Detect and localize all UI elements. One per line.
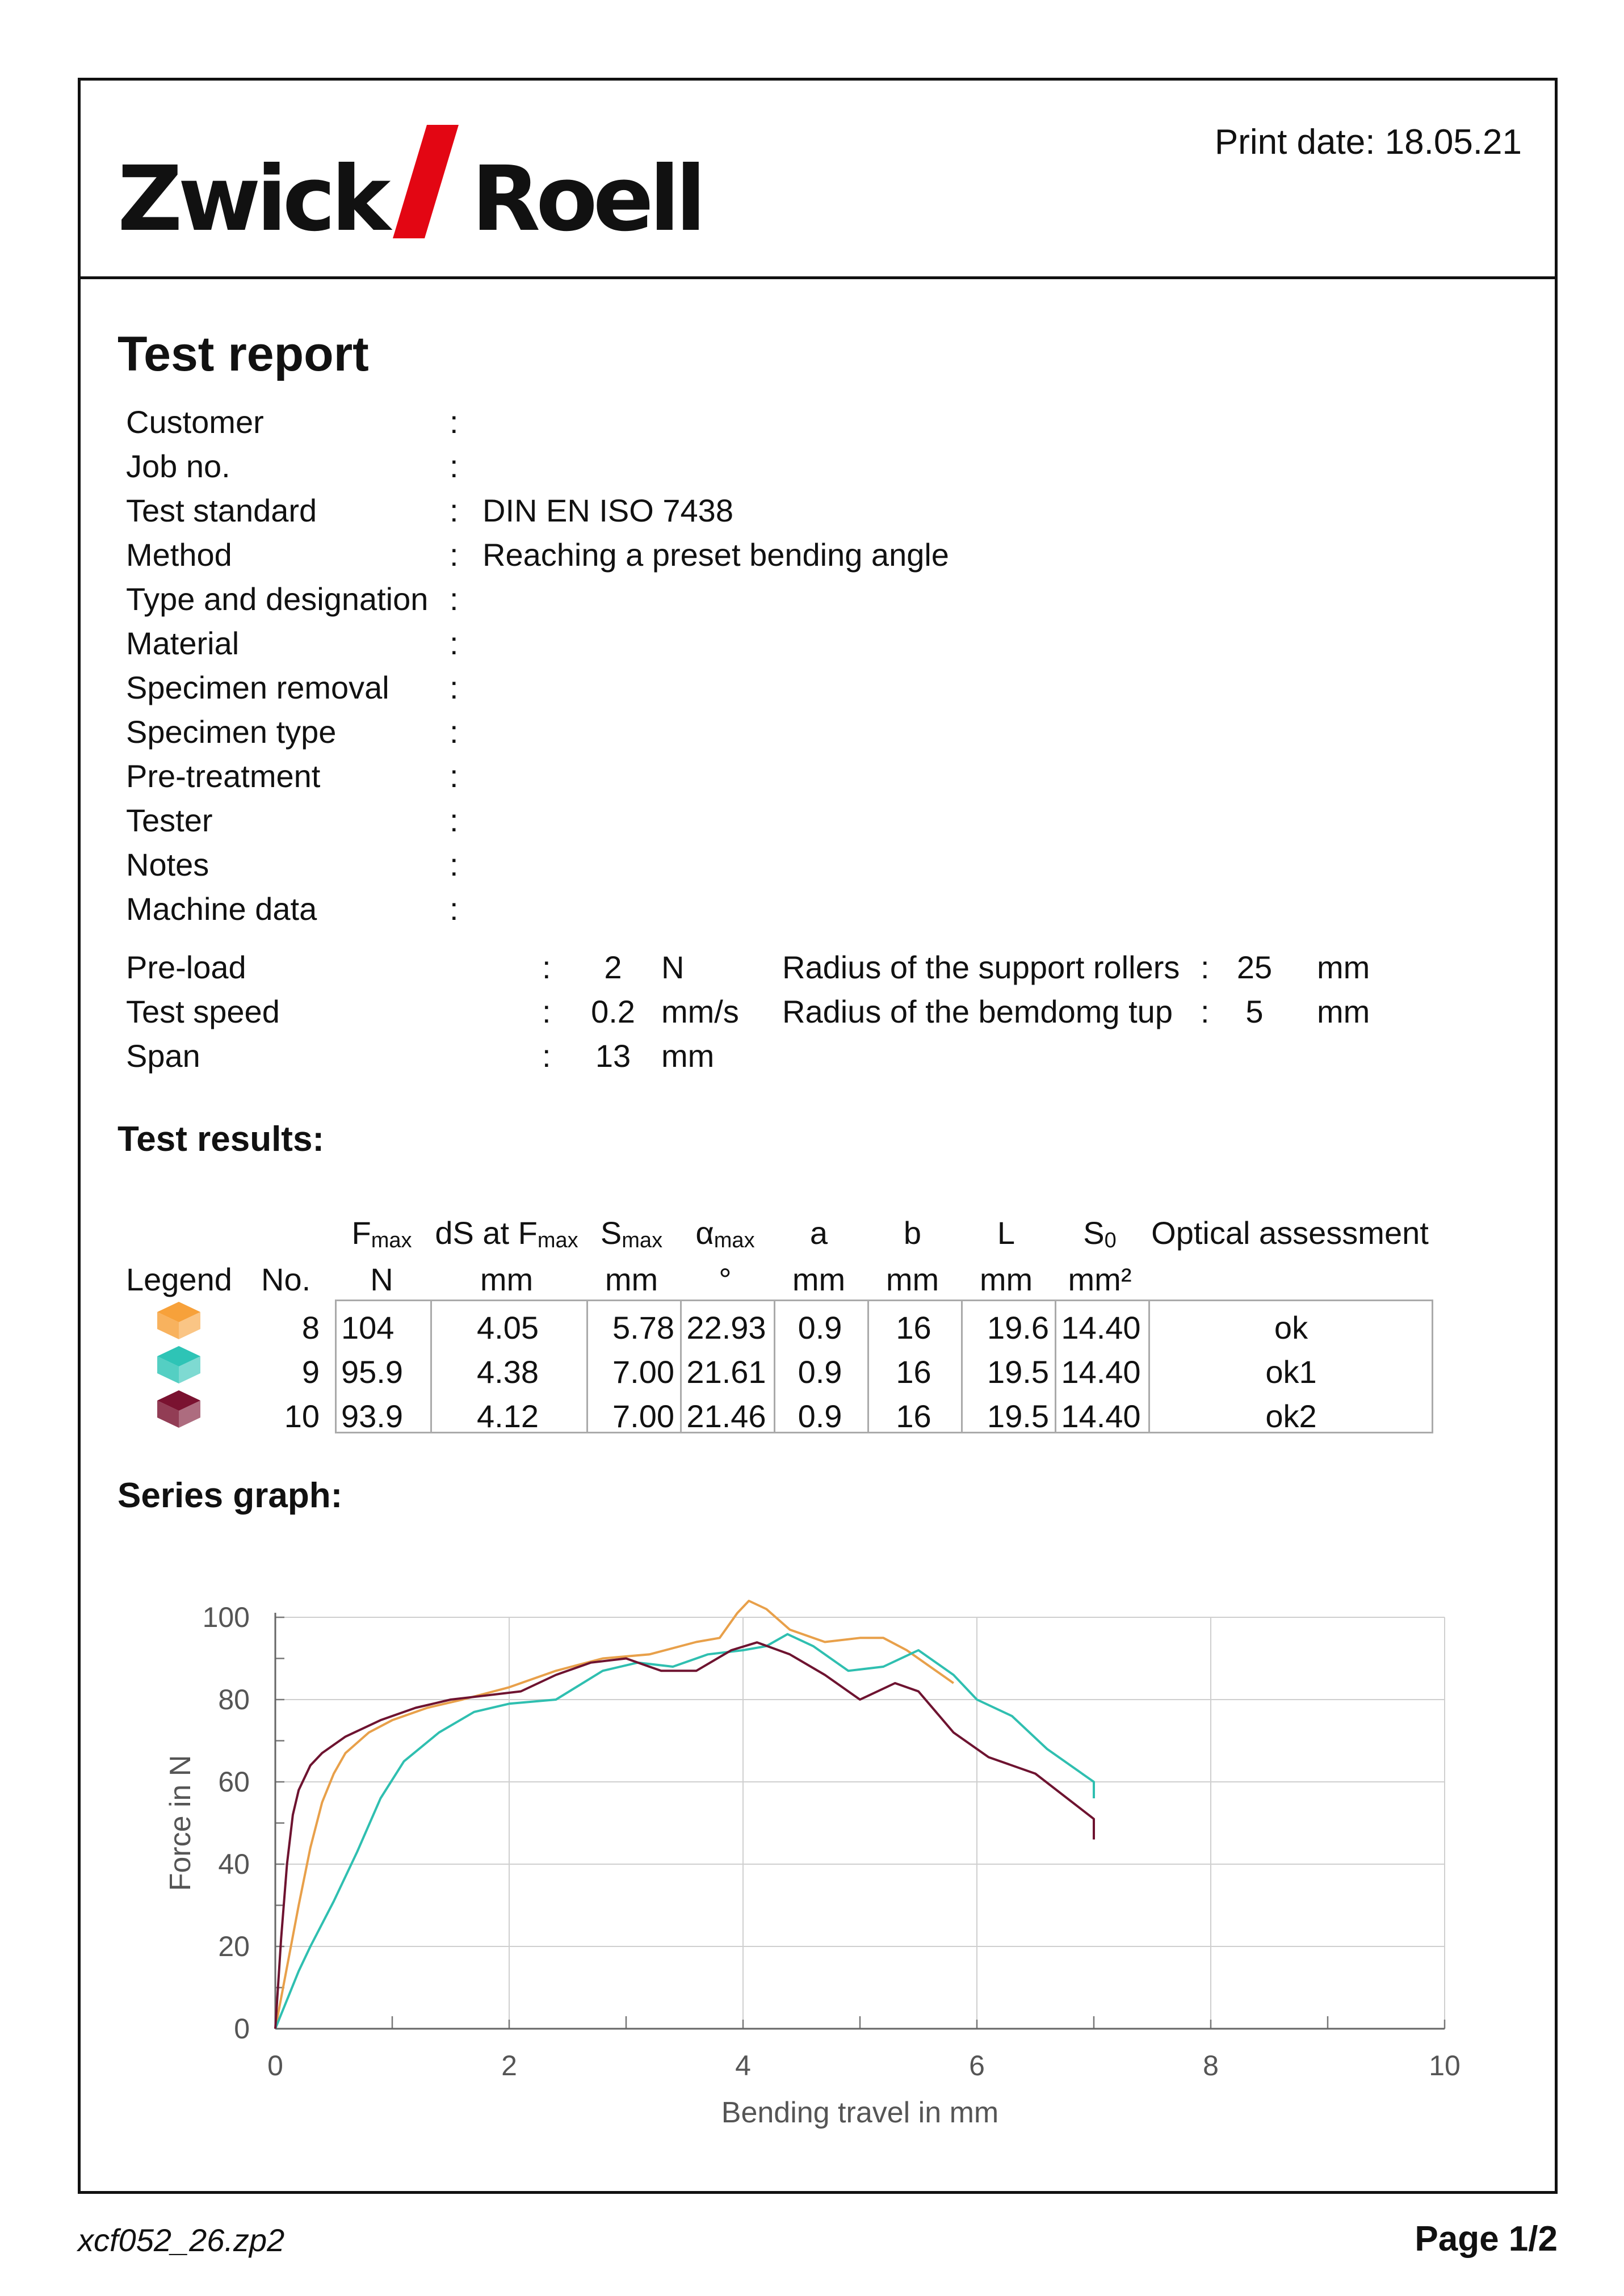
field-label: Job no. [126,448,230,484]
column-name-sub: max [622,1229,663,1252]
field-colon: : [450,847,459,882]
field-colon: : [450,537,459,573]
series-line-2 [275,1642,1094,2029]
logo-right-text: Roell [471,147,702,251]
cell-b: 16 [896,1354,931,1390]
column-name-text: dS at F [435,1215,538,1251]
results-table [284,1300,1433,1434]
field-label: Customer [126,404,264,440]
series-line-1 [275,1634,1094,2029]
field-colon: : [450,581,459,617]
column-name [1053,1214,1147,1253]
cell-fmax: 95.9 [341,1354,403,1390]
graph-heading: Series graph: [118,1476,343,1515]
field-label: Specimen type [126,714,337,750]
field-label: Method [126,537,232,573]
y-axis-label: Force in N [164,1755,197,1891]
results-heading: Test results: [118,1120,325,1159]
column-name-text: α [695,1215,714,1251]
cell-b: 16 [896,1310,931,1345]
param-unit: mm/s [661,994,739,1029]
column-unit: N [370,1261,393,1297]
no-header: No. [261,1261,311,1297]
param-value: 25 [1236,949,1273,985]
cell-l: 19.6 [987,1310,1049,1345]
cell-opt: ok1 [1265,1354,1317,1390]
cell-smax: 5.78 [612,1310,674,1345]
field-colon: : [450,404,459,440]
field-colon: : [450,758,459,794]
series-line-0 [275,1601,954,2029]
x-tick-label: 8 [1203,2050,1219,2081]
column-name [959,1214,1053,1253]
cell-amax: 21.46 [686,1398,766,1434]
legend-header: Legend [126,1261,232,1297]
param-key: Pre-load [126,949,246,985]
column-name-sub: max [714,1229,755,1252]
cell-l: 19.5 [987,1398,1049,1434]
y-tick-label: 80 [218,1684,250,1715]
field-label: Type and designation [126,581,429,617]
param-colon: : [542,949,551,985]
column-unit: mm [792,1261,846,1297]
field-colon: : [450,448,459,484]
field-label: Test standard [126,493,317,528]
logo-slash-icon [392,125,465,244]
cell-opt: ok2 [1265,1398,1317,1434]
column-name-text: S [600,1215,622,1251]
table-column-divider [430,1301,432,1432]
y-tick-label: 20 [218,1931,250,1962]
logo-left-text: Zwick [118,147,387,251]
cell-smax: 7.00 [612,1354,674,1390]
cell-smax: 7.00 [612,1398,674,1434]
column-name-text: L [997,1215,1015,1251]
cell-a: 0.9 [798,1398,842,1434]
y-tick-label: 0 [234,2013,250,2045]
y-tick-label: 60 [218,1766,250,1798]
brand-logo [118,119,702,251]
param-key: Radius of the support rollers [782,949,1180,985]
row-number: 10 [284,1398,320,1434]
cell-b: 16 [896,1398,931,1434]
column-name-sub: 0 [1104,1229,1117,1252]
column-name [772,1214,866,1253]
row-number: 9 [301,1354,320,1390]
table-column-divider [680,1301,682,1432]
page-title: Test report [118,327,369,381]
column-name-text: F [351,1215,371,1251]
legend-cube-icon [156,1301,202,1340]
footer-filename: xcf052_26.zp2 [78,2222,285,2258]
cell-ds: 4.38 [477,1354,539,1390]
column-name [678,1214,772,1253]
field-colon: : [450,891,459,927]
series-graph [142,1572,1504,2162]
param-key: Test speed [126,994,280,1029]
cell-ds: 4.12 [477,1398,539,1434]
column-name-text: a [809,1215,828,1251]
cell-ds: 4.05 [477,1310,539,1345]
column-name-sub: max [371,1229,412,1252]
param-colon: : [1201,949,1210,985]
column-name-sub: max [537,1229,578,1252]
field-label: Specimen removal [126,670,389,705]
header-divider [78,276,1558,279]
column-unit: mm [480,1261,534,1297]
param-value: 5 [1245,994,1264,1029]
field-label: Material [126,625,240,661]
table-column-divider [961,1301,963,1432]
cell-amax: 21.61 [686,1354,766,1390]
field-colon: : [450,802,459,838]
field-value: DIN EN ISO 7438 [482,493,733,528]
column-name-text: Optical assessment [1151,1215,1429,1251]
column-unit: ° [719,1261,732,1297]
column-unit: mm [605,1261,658,1297]
cell-fmax: 104 [341,1310,395,1345]
field-label: Tester [126,802,213,838]
param-colon: : [1201,994,1210,1029]
column-name [429,1214,585,1253]
column-name-text: S [1083,1215,1105,1251]
table-column-divider [586,1301,588,1432]
param-unit: N [661,949,685,985]
param-value: 2 [604,949,622,985]
param-colon: : [542,1038,551,1074]
x-tick-label: 10 [1429,2050,1461,2081]
row-number: 8 [301,1310,320,1345]
column-name [866,1214,959,1253]
column-unit: mm [979,1261,1033,1297]
footer-page-number: Page 1/2 [1415,2219,1558,2259]
param-key: Span [126,1038,200,1074]
column-unit: mm [886,1261,939,1297]
table-column-divider [1148,1301,1150,1432]
cell-s0: 14.40 [1061,1354,1141,1390]
cell-l: 19.5 [987,1354,1049,1390]
x-tick-label: 6 [969,2050,985,2081]
param-colon: : [542,994,551,1029]
print-date: Print date: 18.05.21 [1214,123,1522,162]
table-column-divider [1055,1301,1056,1432]
param-key: Radius of the bemdomg tup [782,994,1173,1029]
field-label: Notes [126,847,209,882]
param-value: 0.2 [591,994,635,1029]
param-unit: mm [661,1038,715,1074]
table-column-divider [867,1301,869,1432]
field-value: Reaching a preset bending angle [482,537,949,573]
table-column-divider [774,1301,775,1432]
x-tick-label: 4 [735,2050,751,2081]
param-unit: mm [1317,949,1370,985]
field-label: Machine data [126,891,317,927]
x-tick-label: 0 [267,2050,283,2081]
field-colon: : [450,670,459,705]
column-name [1147,1214,1433,1253]
field-colon: : [450,714,459,750]
cell-opt: ok [1274,1310,1308,1345]
cell-fmax: 93.9 [341,1398,403,1434]
x-tick-label: 2 [501,2050,517,2081]
cell-a: 0.9 [798,1354,842,1390]
y-tick-label: 40 [218,1848,250,1880]
column-unit: mm² [1068,1261,1132,1297]
param-unit: mm [1317,994,1370,1029]
cell-s0: 14.40 [1061,1398,1141,1434]
column-name [585,1214,678,1253]
x-axis-label: Bending travel in mm [721,2096,999,2129]
field-label: Pre-treatment [126,758,321,794]
cell-s0: 14.40 [1061,1310,1141,1345]
legend-cube-icon [156,1389,202,1429]
legend-cube-icon [156,1345,202,1385]
cell-a: 0.9 [798,1310,842,1345]
param-value: 13 [595,1038,631,1074]
cell-amax: 22.93 [686,1310,766,1345]
field-colon: : [450,493,459,528]
y-tick-label: 100 [202,1601,250,1633]
column-name-text: b [903,1215,922,1251]
column-name [335,1214,429,1253]
field-colon: : [450,625,459,661]
